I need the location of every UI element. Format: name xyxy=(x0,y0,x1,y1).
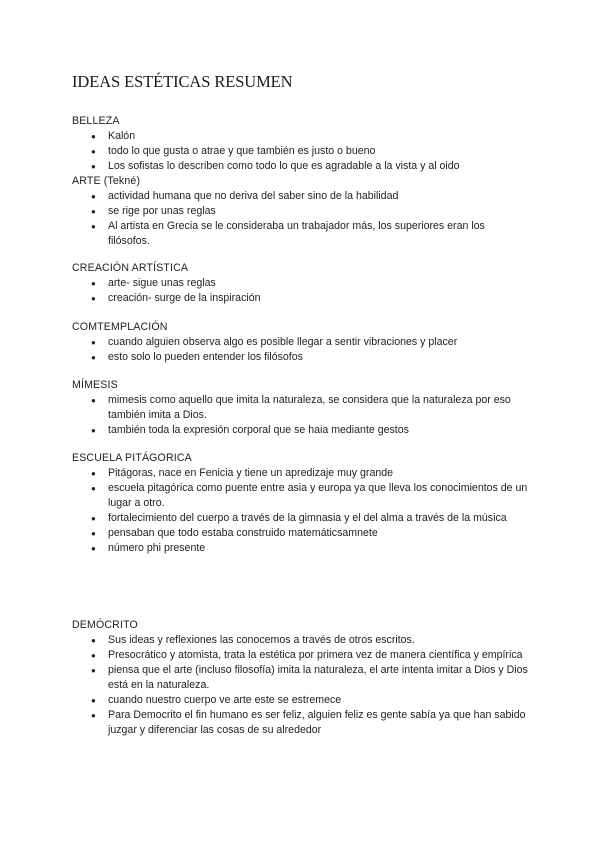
bullet-icon: ● xyxy=(91,544,96,553)
bullet-icon: ● xyxy=(91,426,96,435)
section-belleza xyxy=(72,114,532,249)
bullet-icon: ● xyxy=(91,469,96,478)
bullet-list xyxy=(72,335,532,365)
list-item: ● Pitágoras, nace en Fenicia y tiene un apredizaje muy grande xyxy=(91,467,394,479)
bullet-icon: ● xyxy=(91,338,96,347)
bullet-icon: ● xyxy=(91,514,96,523)
bullet-icon: ● xyxy=(91,162,96,171)
bullet-icon: ● xyxy=(91,192,96,201)
bullet-icon: ● xyxy=(91,711,96,720)
bullet-icon: ● xyxy=(91,353,96,362)
section-heading: DEMÓCRITO xyxy=(72,619,138,631)
list-item: ● Sus ideas y reflexiones las conocemos a través de otros escritos. xyxy=(91,634,415,646)
section-creacion-artistica xyxy=(72,261,532,306)
list-item: ● escuela pitagórica como puente entre asia y europa ya que lleva los conocimientos de un lugar a otro. xyxy=(91,482,528,509)
list-item: ● creación- surge de la inspiración xyxy=(91,292,261,304)
section-heading: COMTEMPLACIÓN xyxy=(72,321,168,333)
list-item: ● mimesis como aquello que imita la naturaleza, se considera que la naturaleza por eso también imita a Dios. xyxy=(91,394,511,421)
list-item: ● cuando alguien observa algo es posible llegar a sentir vibraciones y placer xyxy=(91,336,458,348)
bullet-icon: ● xyxy=(91,529,96,538)
section-heading: ESCUELA PITÁGORICA xyxy=(72,452,192,464)
bullet-icon: ● xyxy=(91,696,96,705)
bullet-icon: ● xyxy=(91,222,96,231)
section-contemplacion xyxy=(72,320,532,365)
section-escuela-pitagorica xyxy=(72,451,532,556)
bullet-icon: ● xyxy=(91,147,96,156)
section-heading: MÍMESIS xyxy=(72,379,118,391)
list-item: ● también toda la expresión corporal que se haia mediante gestos xyxy=(91,424,409,436)
list-item: ● esto solo lo pueden entender los filósofos xyxy=(91,351,303,363)
list-item: ● arte- sigue unas reglas xyxy=(91,277,216,289)
list-item: ● actividad humana que no deriva del saber sino de la habilidad xyxy=(91,190,399,202)
section-heading: CREACIÓN ARTÍSTICA xyxy=(72,262,189,274)
bullet-list xyxy=(72,129,532,174)
bullet-icon: ● xyxy=(91,396,96,405)
bullet-icon: ● xyxy=(91,132,96,141)
list-item: ● todo lo que gusta o atrae y que también es justo o bueno xyxy=(91,145,376,157)
section-heading: BELLEZA xyxy=(72,115,120,127)
bullet-list xyxy=(72,189,532,249)
bullet-list xyxy=(72,276,532,306)
bullet-icon: ● xyxy=(91,636,96,645)
list-item: ● Para Democrito el fin humano es ser feliz, alguien feliz es gente sabía ya que han sabido juzgar y diferenciar las cosas de su alrededor xyxy=(91,709,526,736)
bullet-list xyxy=(72,393,532,438)
bullet-icon: ● xyxy=(91,666,96,675)
list-item: ● número phi presente xyxy=(91,542,206,554)
bullet-icon: ● xyxy=(91,484,96,493)
bullet-list xyxy=(72,633,532,738)
section-mimesis xyxy=(72,378,532,438)
document-title: IDEAS ESTÉTICAS RESUMEN xyxy=(72,72,293,91)
list-item: ● fortalecimiento del cuerpo a través de la gimnasia y el del alma a través de la música xyxy=(91,512,507,524)
list-item: ● se rige por unas reglas xyxy=(91,205,216,217)
section-heading: ARTE (Tekné) xyxy=(72,175,141,187)
list-item: ● Presocrático y atomista, trata la estética por primera vez de manera científica y empírica xyxy=(91,649,523,661)
section-democrito xyxy=(72,618,532,738)
list-item: ● Al artista en Grecia se le consideraba un trabajador más, los superiores eran los filósofos. xyxy=(91,220,485,247)
bullet-icon: ● xyxy=(91,651,96,660)
bullet-icon: ● xyxy=(91,207,96,216)
bullet-list xyxy=(72,466,532,556)
list-item: ● Los sofistas lo describen como todo lo que es agradable a la vista y al oido xyxy=(91,160,460,172)
list-item: ● Kalón xyxy=(91,130,136,142)
bullet-icon: ● xyxy=(91,294,96,303)
list-item: ● pensaban que todo estaba construido matemáticsamnete xyxy=(91,527,378,539)
bullet-icon: ● xyxy=(91,279,96,288)
list-item: ● piensa que el arte (incluso filosofía) imita la naturaleza, el arte intenta imitar a Dios y Dios está en la naturaleza. xyxy=(91,664,528,691)
list-item: ● cuando nuestro cuerpo ve arte este se estremece xyxy=(91,694,342,706)
